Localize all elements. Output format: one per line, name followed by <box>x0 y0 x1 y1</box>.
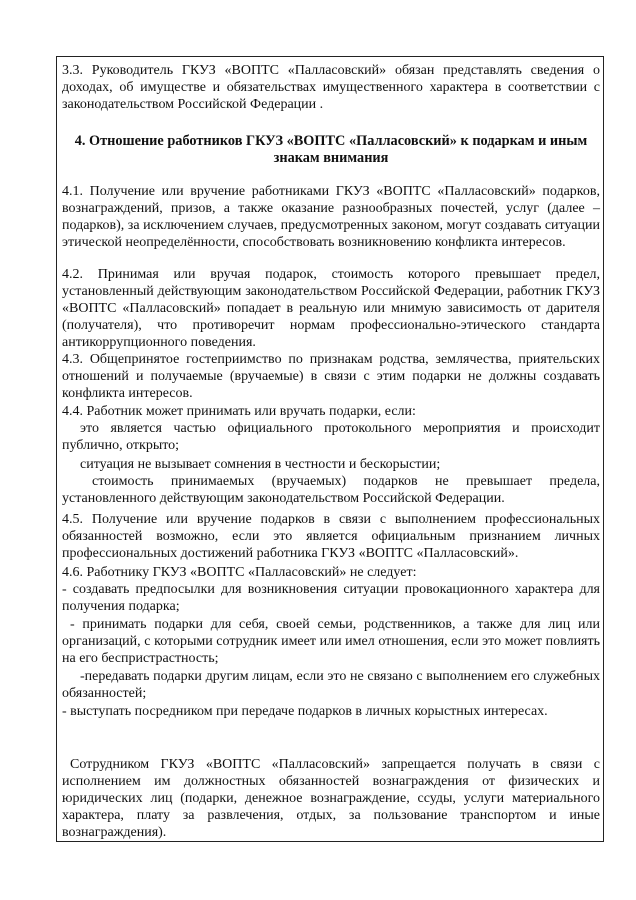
clause-4-3: 4.3. Общепринятое гостеприимство по признакам родства, землячества, приятельских отношений и получаемые (вручаемые) в связи с этим подарки не должны создавать конфликта интересов. <box>62 352 600 401</box>
section-4-heading: 4. Отношение работников ГКУЗ «ВОПТС «Палласовский» к подаркам и иным знакам внимания <box>74 133 588 166</box>
clause-4-6-item: - принимать подарки для себя, своей семьи, родственников, а также для лиц или организаций, с которыми сотрудник имеет или имел отношения, если это может повлиять на его беспристрастность; <box>62 617 600 666</box>
clause-4-1: 4.1. Получение или вручение работниками ГКУЗ «ВОПТС «Палласовский» подарков, вознаграждений, призов, а также оказание разнообразных почестей, услуг (далее – подарков), за исключением случаев, предусмотренных законом, могут создавать ситуации этической неопределённости, способствовать возникновению конфликта интересов. <box>62 184 600 250</box>
clause-4-6-item: - создавать предпосылки для возникновения ситуации провокационного характера для получения подарка; <box>62 582 600 614</box>
clause-4-2: 4.2. Принимая или вручая подарок, стоимость которого превышает предел, установленный действующим законодательством Российской Федерации, работник ГКУЗ «ВОПТС «Палласовский» попадает в реальную или мнимую зависимость от дарителя (получателя), что противоречит нормам профессионально-этического стандарта антикоррупционного поведения. <box>62 267 600 350</box>
clause-4-5: 4.5. Получение или вручение подарков в связи с выполнением профессиональных обязанностей возможно, если это является официальным признанием личных профессиональных достижений работника ГКУЗ «ВОПТС «Палласовский». <box>62 512 600 561</box>
clause-3-3: 3.3. Руководитель ГКУЗ «ВОПТС «Палласовский» обязан представлять сведения о доходах, об имуществе и обязательствах имущественного характера в соответствии с законодательством Российской Федерации . <box>62 63 600 112</box>
closing-paragraph: Сотрудником ГКУЗ «ВОПТС «Палласовский» запрещается получать в связи с исполнением им должностных обязанностей вознаграждения от физических и юридических лиц (подарки, денежное вознаграждение, ссуды, услуги материального характера, плату за развлечения, отдых, за пользование транспортом и иные вознаграждения). <box>62 757 600 840</box>
clause-4-6-item: -передавать подарки другим лицам, если это не связано с выполнением его служебных обязанностей; <box>62 669 600 701</box>
clause-4-4-item: это является частью официального протокольного мероприятия и происходит публично, открыто; <box>62 421 600 453</box>
clause-4-6-item: - выступать посредником при передаче подарков в личных корыстных интересах. <box>62 704 548 719</box>
clause-4-4-item: ситуация не вызывает сомнения в честности и бескорыстии; <box>80 457 441 472</box>
clause-4-6-intro: 4.6. Работнику ГКУЗ «ВОПТС «Палласовский» не следует: <box>62 565 417 580</box>
clause-4-4-item: стоимость принимаемых (вручаемых) подарков не превышает предела, установленного действующим законодательством Российской Федерации. <box>62 474 600 506</box>
clause-4-4-intro: 4.4. Работник может принимать или вручать подарки, если: <box>62 404 416 419</box>
